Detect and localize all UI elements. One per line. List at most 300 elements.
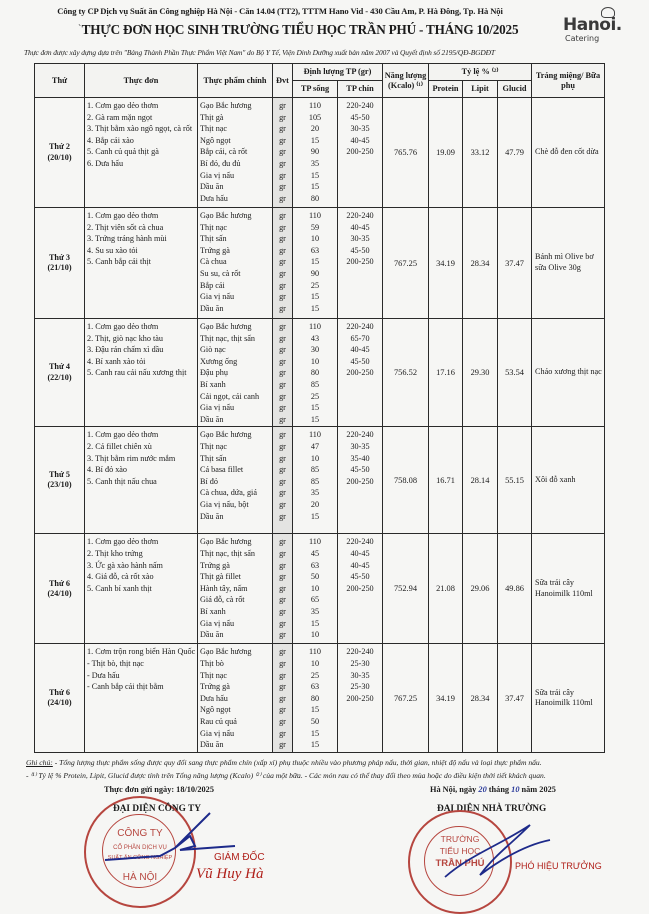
food-item: Thịt nạc xyxy=(200,441,228,451)
cooked-qty: 220-240 xyxy=(346,211,374,220)
food-item: Giá đỗ, cà rốt xyxy=(200,595,245,605)
dish-item: - Thịt bò, thịt nạc xyxy=(87,658,144,668)
food-item: Dầu ăn xyxy=(200,182,224,192)
raw-qty: 20 xyxy=(310,499,320,509)
dishes-cell xyxy=(85,644,198,753)
dish-item: - Dưa hấu xyxy=(87,670,120,680)
notes-line-1: - Tổng lượng thực phẩm sống được quy đổi sang thực phẩm chín (xấp xỉ) phụ thuộc nhiều vào phương pháp nấu, thời gian, nhiệt độ nấu và loại thực phẩm nấu. xyxy=(52,758,542,767)
dishes-cell xyxy=(85,319,198,427)
school-stamp-line: TRƯỜNG xyxy=(440,834,480,844)
unit-item: gr xyxy=(279,537,286,547)
raw-qty: 110 xyxy=(309,211,321,220)
unit-item: gr xyxy=(279,740,286,750)
page-title: THỰC ĐƠN HỌC SINH TRƯỜNG TIỂU HỌC TRẦN PHÚ - THÁNG 10/2025 xyxy=(81,22,519,37)
food-item: Thịt nạc, thịt sấn xyxy=(200,548,256,558)
foods-cell xyxy=(198,644,273,753)
glucid-value: 37.47 xyxy=(498,208,532,319)
food-item: Gạo Bắc hương xyxy=(200,647,252,657)
cooked-qty: 220-240 xyxy=(346,430,374,440)
raw-qty: 47 xyxy=(310,441,320,451)
raw-qty: 10 xyxy=(310,453,320,463)
cooked-qty: 25-30 xyxy=(350,682,370,692)
raw-qty: 63 xyxy=(310,560,320,570)
cooked-qty: 30-35 xyxy=(350,441,370,451)
unit-item: gr xyxy=(279,647,286,657)
food-item: Dầu ăn xyxy=(200,511,224,521)
raw-qty: 25 xyxy=(310,670,320,680)
unit-item: gr xyxy=(279,356,286,366)
cooked-qty: 40-45 xyxy=(350,135,370,145)
company-address: Công ty CP Dịch vụ Suất ăn Công nghiệp Hà Nội - Căn 14.04 (TT2), TTTM Hano Vid - 430 Cầu Am, P. Hà Đông, Tp. Hà Nội xyxy=(57,6,503,16)
unit-item: gr xyxy=(279,693,286,703)
food-item: Gia vị nấu xyxy=(200,170,235,180)
school-representative: ĐẠI DIỆN NHÀ TRƯỜNG xyxy=(437,804,547,814)
protein-value: 17.16 xyxy=(429,319,463,427)
raw-qty: 110 xyxy=(309,647,321,657)
raw-qty: 63 xyxy=(310,245,320,255)
cooked-qty: 45-50 xyxy=(350,356,370,366)
energy-value: 767.25 xyxy=(383,644,429,753)
food-item: Thịt nạc xyxy=(200,670,228,680)
unit-item: gr xyxy=(279,618,286,628)
cooked-qty: 200-250 xyxy=(346,257,374,267)
raw-qty: 25 xyxy=(310,391,320,401)
unit-item: gr xyxy=(279,280,286,290)
dishes-cell xyxy=(85,208,198,319)
raw-qty: 10 xyxy=(310,356,320,366)
cooked-qty: 30-35 xyxy=(350,670,370,680)
raw-qty: 15 xyxy=(310,618,320,628)
cooked-qty: 45-50 xyxy=(350,112,370,122)
table-row xyxy=(35,98,605,208)
food-item: Ngô ngọt xyxy=(200,705,231,715)
dish-item: 1. Cơm gạo dẻo thơm xyxy=(87,430,159,440)
raw-qty: 15 xyxy=(310,292,320,302)
unit-item: gr xyxy=(279,499,286,509)
unit-item: gr xyxy=(279,303,286,313)
protein-value: 16.71 xyxy=(429,427,463,534)
unit-item: gr xyxy=(279,222,286,232)
raw-qty: 15 xyxy=(310,403,320,413)
dish-item: 5. Canh rau cải nấu xương thịt xyxy=(87,368,187,378)
dish-item: 3. Thịt bằm xào ngô ngọt, cà rốt xyxy=(87,124,193,134)
cooked-qty: 40-45 xyxy=(350,222,370,232)
cooked-qty: 35-40 xyxy=(350,453,370,463)
company-representative: ĐẠI DIỆN CÔNG TY xyxy=(113,804,201,814)
cooked-qty: 45-50 xyxy=(350,465,370,475)
cooked-cell xyxy=(338,319,383,427)
company-signer-title: GIÁM ĐỐC xyxy=(214,852,265,863)
food-item: Gạo Bắc hương xyxy=(200,101,252,110)
raw-qty: 30 xyxy=(310,345,320,355)
dish-item: 4. Su su xào tỏi xyxy=(87,245,138,255)
table-row xyxy=(35,319,605,427)
raw-cell xyxy=(293,427,338,534)
unit-item: gr xyxy=(279,716,286,726)
foods-cell xyxy=(198,534,273,644)
header-cooked: TP chín xyxy=(338,81,383,98)
dish-item: 1. Cơm gạo dẻo thơm xyxy=(87,101,159,110)
food-item: Xương ống xyxy=(200,356,238,366)
unit-item: gr xyxy=(279,292,286,302)
cooked-qty: 200-250 xyxy=(346,368,374,378)
raw-qty: 20 xyxy=(310,124,320,134)
company-stamp-line: HÀ NỘI xyxy=(122,872,158,883)
dish-item: 1. Cơm gạo dẻo thơm xyxy=(87,211,159,220)
raw-cell xyxy=(293,208,338,319)
company-stamp-line: CỔ PHẦN DỊCH VỤ xyxy=(113,845,167,851)
company-stamp-line: CÔNG TY xyxy=(117,828,163,839)
glucid-value: 53.54 xyxy=(498,319,532,427)
table-row xyxy=(35,427,605,534)
dishes-cell xyxy=(85,98,198,208)
raw-qty: 15 xyxy=(310,182,320,192)
food-item: Bắp cải, cà rốt xyxy=(200,147,248,157)
food-item: Bí đỏ xyxy=(200,476,218,486)
unit-item: gr xyxy=(279,606,286,616)
raw-qty: 10 xyxy=(310,234,320,244)
dishes-cell xyxy=(85,534,198,644)
food-item: Thịt gà fillet xyxy=(200,572,241,582)
cooked-qty: 200-250 xyxy=(346,693,374,703)
dessert-cell: Sữa trái cây Hanoimilk 110ml xyxy=(532,534,605,644)
dish-item: 4. Bí xanh xào tỏi xyxy=(87,356,146,366)
food-item: Bắp cải xyxy=(200,280,225,290)
raw-cell xyxy=(293,98,338,208)
raw-qty: 90 xyxy=(310,268,320,278)
sent-date: Thực đơn gửi ngày: 18/10/2025 xyxy=(104,785,214,794)
food-item: Dưa hấu xyxy=(200,693,228,703)
protein-value: 19.09 xyxy=(429,98,463,208)
dish-item: 5. Canh bắp cải thịt xyxy=(87,257,151,267)
glucid-value: 55.15 xyxy=(498,427,532,534)
raw-qty: 15 xyxy=(310,740,320,750)
menu-table xyxy=(34,63,605,753)
dish-item: 5. Canh bí xanh thịt xyxy=(87,583,152,593)
unit-item: gr xyxy=(279,135,286,145)
raw-qty: 80 xyxy=(310,693,320,703)
day-label: Thứ 4 xyxy=(48,362,71,372)
dish-item: 3. Thịt bằm rim nước mắm xyxy=(87,453,176,463)
raw-qty: 65 xyxy=(310,595,320,605)
school-stamp-line: TIỂU HỌC xyxy=(439,846,481,856)
day-cell xyxy=(35,208,85,319)
raw-qty: 45 xyxy=(310,548,320,558)
unit-item: gr xyxy=(279,488,286,498)
raw-qty: 15 xyxy=(310,728,320,738)
dish-item: 4. Bắp cải xào xyxy=(87,135,134,145)
dish-item: 1. Cơm trộn rong biển Hàn Quốc xyxy=(87,647,196,657)
lipid-value: 29.30 xyxy=(463,319,498,427)
dish-item: 2. Thịt kho trứng xyxy=(87,548,143,558)
food-item: Gia vị nấu, bột xyxy=(200,499,249,509)
notes xyxy=(26,756,646,782)
dish-item: 2. Gà ram mặn ngọt xyxy=(87,112,153,122)
lipid-value: 28.34 xyxy=(463,644,498,753)
food-item: Thịt nạc, thịt sấn xyxy=(200,333,256,343)
raw-qty: 15 xyxy=(310,303,320,313)
food-item: Cà chua xyxy=(200,257,227,267)
cooked-qty: 220-240 xyxy=(346,647,374,657)
raw-qty: 80 xyxy=(310,193,320,203)
unit-item: gr xyxy=(279,345,286,355)
food-item: Dưa hấu xyxy=(200,193,228,203)
raw-qty: 85 xyxy=(310,476,320,486)
raw-qty: 15 xyxy=(310,135,320,145)
school-stamp-line: TRẦN PHÚ xyxy=(435,858,485,869)
unit-item: gr xyxy=(279,560,286,570)
day-label: Thứ 2 xyxy=(48,142,71,152)
food-item: Dầu ăn xyxy=(200,414,224,424)
unit-item: gr xyxy=(279,257,286,267)
dish-item: 4. Giá đỗ, cà rốt xào xyxy=(87,572,154,582)
units-cell xyxy=(273,644,293,753)
unit-item: gr xyxy=(279,211,286,220)
raw-qty: 59 xyxy=(310,222,320,232)
unit-item: gr xyxy=(279,414,286,424)
food-item: Hành tây, nấm xyxy=(200,583,248,593)
day-date: (20/10) xyxy=(47,152,72,162)
food-item: Trứng gà xyxy=(200,560,230,570)
lipid-value: 28.14 xyxy=(463,427,498,534)
raw-qty: 80 xyxy=(310,368,320,378)
food-item: Thịt gà xyxy=(200,112,224,122)
food-item: Bí xanh xyxy=(200,606,226,616)
dessert-cell: Chè đỗ đen cốt dừa xyxy=(532,98,605,208)
cooked-qty: 200-250 xyxy=(346,583,374,593)
food-item: Trứng gà xyxy=(200,682,230,692)
unit-item: gr xyxy=(279,333,286,343)
cooked-cell xyxy=(338,98,383,208)
hanoi-catering-logo xyxy=(555,5,635,45)
unit-item: gr xyxy=(279,182,286,192)
raw-qty: 15 xyxy=(310,705,320,715)
header-dessert: Tráng miệng/ Bữa phụ xyxy=(532,64,605,98)
raw-qty: 15 xyxy=(310,511,320,521)
raw-qty: 43 xyxy=(310,333,320,343)
day-date: (21/10) xyxy=(47,263,72,272)
dish-item: 3. Đậu rán chấm xì dầu xyxy=(87,345,164,355)
cooked-qty: 220-240 xyxy=(346,101,374,110)
cooked-cell xyxy=(338,208,383,319)
cooked-qty: 200-250 xyxy=(346,476,374,486)
place-prefix: Hà Nội, ngày xyxy=(430,785,477,794)
glucid-value: 49.86 xyxy=(498,534,532,644)
school-signer-title: PHÓ HIỆU TRƯỞNG xyxy=(515,861,602,871)
lipid-value: 33.12 xyxy=(463,98,498,208)
unit-item: gr xyxy=(279,391,286,401)
food-item: Su su, cà rốt xyxy=(200,268,241,278)
food-item: Cải ngọt, cải canh xyxy=(200,391,260,401)
unit-item: gr xyxy=(279,595,286,605)
protein-value: 34.19 xyxy=(429,208,463,319)
food-item: Gạo Bắc hương xyxy=(200,537,252,547)
header-unit: Đvt xyxy=(273,64,293,98)
header-quantity-group: Định lượng TP (gr) xyxy=(293,64,383,81)
dish-item: 4. Bí đỏ xào xyxy=(87,465,128,475)
food-item: Gạo Bắc hương xyxy=(200,211,252,220)
food-item: Thịt nạc xyxy=(200,222,228,232)
raw-qty: 90 xyxy=(310,147,320,157)
unit-item: gr xyxy=(279,630,286,640)
energy-value: 752.94 xyxy=(383,534,429,644)
food-item: Rau củ quả xyxy=(200,716,237,726)
company-signer-name: Vũ Huy Hà xyxy=(196,866,264,882)
cooked-qty: 65-70 xyxy=(350,333,370,343)
raw-qty: 10 xyxy=(310,630,320,640)
food-item: Thịt sấn xyxy=(200,453,227,463)
unit-item: gr xyxy=(279,658,286,668)
lipid-value: 29.06 xyxy=(463,534,498,644)
lipid-value: 28.34 xyxy=(463,208,498,319)
unit-item: gr xyxy=(279,465,286,475)
unit-item: gr xyxy=(279,583,286,593)
unit-item: gr xyxy=(279,682,286,692)
dish-item: 1. Cơm gạo dẻo thơm xyxy=(87,537,159,547)
unit-item: gr xyxy=(279,548,286,558)
dish-item: 3. Trứng tráng hành mùi xyxy=(87,234,167,244)
cooked-qty: 40-45 xyxy=(350,345,370,355)
logo-brand: Hanoi. xyxy=(563,15,622,35)
units-cell xyxy=(273,98,293,208)
header-day: Thứ xyxy=(35,64,85,98)
unit-item: gr xyxy=(279,572,286,582)
table-row xyxy=(35,644,605,753)
unit-item: gr xyxy=(279,670,286,680)
food-item: Thịt bò xyxy=(200,658,224,668)
dish-item: 2. Thịt viên sốt cà chua xyxy=(87,222,164,232)
raw-qty: 10 xyxy=(310,583,320,593)
cooked-qty: 45-50 xyxy=(350,572,370,582)
food-item: Thịt nạc xyxy=(200,124,228,134)
food-item: Gia vị nấu xyxy=(200,292,235,302)
cooked-qty: 40-45 xyxy=(350,560,370,570)
dish-item: 5. Canh thịt nấu chua xyxy=(87,476,157,486)
foods-cell xyxy=(198,208,273,319)
table-row xyxy=(35,208,605,319)
food-item: Cà chua, dứa, giá xyxy=(200,488,257,498)
raw-qty: 50 xyxy=(310,716,320,726)
place-day: 20 xyxy=(478,785,487,794)
day-date: (23/10) xyxy=(47,480,72,490)
raw-qty: 35 xyxy=(310,606,320,616)
header-menu: Thực đơn xyxy=(85,64,198,98)
dish-item: 2. Cá fillet chiên xù xyxy=(87,441,152,451)
cooked-cell xyxy=(338,534,383,644)
dessert-cell: Xôi đỗ xanh xyxy=(532,427,605,534)
protein-value: 21.08 xyxy=(429,534,463,644)
raw-qty: 63 xyxy=(310,682,320,692)
food-item: Cá basa fillet xyxy=(200,465,244,475)
energy-value: 758.08 xyxy=(383,427,429,534)
dishes-cell xyxy=(85,427,198,534)
foods-cell xyxy=(198,98,273,208)
day-cell xyxy=(35,644,85,753)
units-cell xyxy=(273,208,293,319)
dessert-cell: Sữa trái cây Hanoimilk 110ml xyxy=(532,644,605,753)
unit-item: gr xyxy=(279,403,286,413)
unit-item: gr xyxy=(279,728,286,738)
header-lipid: Lipit xyxy=(463,81,498,98)
raw-qty: 85 xyxy=(310,465,320,475)
raw-qty: 15 xyxy=(310,414,320,424)
day-label: Thứ 6 xyxy=(48,578,71,588)
unit-item: gr xyxy=(279,112,286,122)
header-main-food: Thực phẩm chính xyxy=(198,64,273,98)
cooked-qty: 30-35 xyxy=(350,124,370,134)
food-item: Gia vị nấu xyxy=(200,728,235,738)
notes-line-2: - ⁽¹⁾ Tỷ lệ % Protein, Lipit, Glucid được tính trên Tổng năng lượng (Kcalo) ⁽²⁾ của một bữa. - Các món rau có thể thay đổi theo mùa hoặc do điều kiện thời tiết khách quan. xyxy=(26,771,546,780)
raw-qty: 110 xyxy=(309,322,321,331)
food-item: Thịt sấn xyxy=(200,234,227,244)
raw-qty: 110 xyxy=(309,537,321,547)
day-label: Thứ 5 xyxy=(48,470,71,480)
place-month-label: tháng xyxy=(488,785,510,794)
company-stamp-line: SUẤT ĂN CÔNG NGHIỆP xyxy=(107,855,173,861)
unit-item: gr xyxy=(279,453,286,463)
day-cell xyxy=(35,98,85,208)
day-label: Thứ 6 xyxy=(48,688,71,698)
unit-item: gr xyxy=(279,430,286,440)
raw-cell xyxy=(293,644,338,753)
dish-item: 5. Canh củ quả thịt gà xyxy=(87,147,159,157)
raw-qty: 15 xyxy=(310,170,320,180)
raw-qty: 50 xyxy=(310,572,320,582)
food-item: Giò nạc xyxy=(200,345,226,355)
cooked-qty: 45-50 xyxy=(350,245,370,255)
raw-cell xyxy=(293,534,338,644)
notes-label: Ghi chú: xyxy=(26,758,53,767)
units-cell xyxy=(273,427,293,534)
day-date: (24/10) xyxy=(47,698,72,708)
food-item: Gia vị nấu xyxy=(200,618,235,628)
energy-value: 765.76 xyxy=(383,98,429,208)
dessert-cell: Bánh mì Olive bơ sữa Olive 30g xyxy=(532,208,605,319)
header-glucid: Glucid xyxy=(498,81,532,98)
food-item: Gia vị nấu xyxy=(200,403,235,413)
dish-item: 1. Cơm gạo dẻo thơm xyxy=(87,322,159,331)
school-signature xyxy=(440,815,560,882)
raw-qty: 35 xyxy=(310,158,320,168)
raw-qty: 25 xyxy=(310,280,320,290)
unit-item: gr xyxy=(279,379,286,389)
raw-qty: 35 xyxy=(310,488,320,498)
food-item: Bí đỏ, đu đủ xyxy=(200,158,241,168)
food-item: Đậu phụ xyxy=(200,368,228,378)
dish-item: 3. Ức gà xào hành nấm xyxy=(87,560,163,570)
day-date: (22/10) xyxy=(47,372,72,382)
unit-item: gr xyxy=(279,170,286,180)
title-mark: ` xyxy=(78,24,82,35)
food-item: Gạo Bắc hương xyxy=(200,430,252,440)
dish-item: 2. Thịt, giò nạc kho tàu xyxy=(87,333,164,343)
cooked-qty: 200-250 xyxy=(346,147,374,157)
place-date xyxy=(430,785,556,794)
day-label: Thứ 3 xyxy=(48,252,71,262)
raw-qty: 110 xyxy=(309,101,321,110)
unit-item: gr xyxy=(279,234,286,244)
foods-cell xyxy=(198,427,273,534)
dish-item: - Canh bắp cải thịt bằm xyxy=(87,682,164,692)
unit-item: gr xyxy=(279,193,286,203)
unit-item: gr xyxy=(279,322,286,331)
food-item: Dầu ăn xyxy=(200,303,224,313)
unit-item: gr xyxy=(279,124,286,134)
unit-item: gr xyxy=(279,441,286,451)
dessert-cell: Cháo xương thịt nạc xyxy=(532,319,605,427)
cooked-cell xyxy=(338,427,383,534)
cooked-qty: 30-35 xyxy=(350,234,370,244)
